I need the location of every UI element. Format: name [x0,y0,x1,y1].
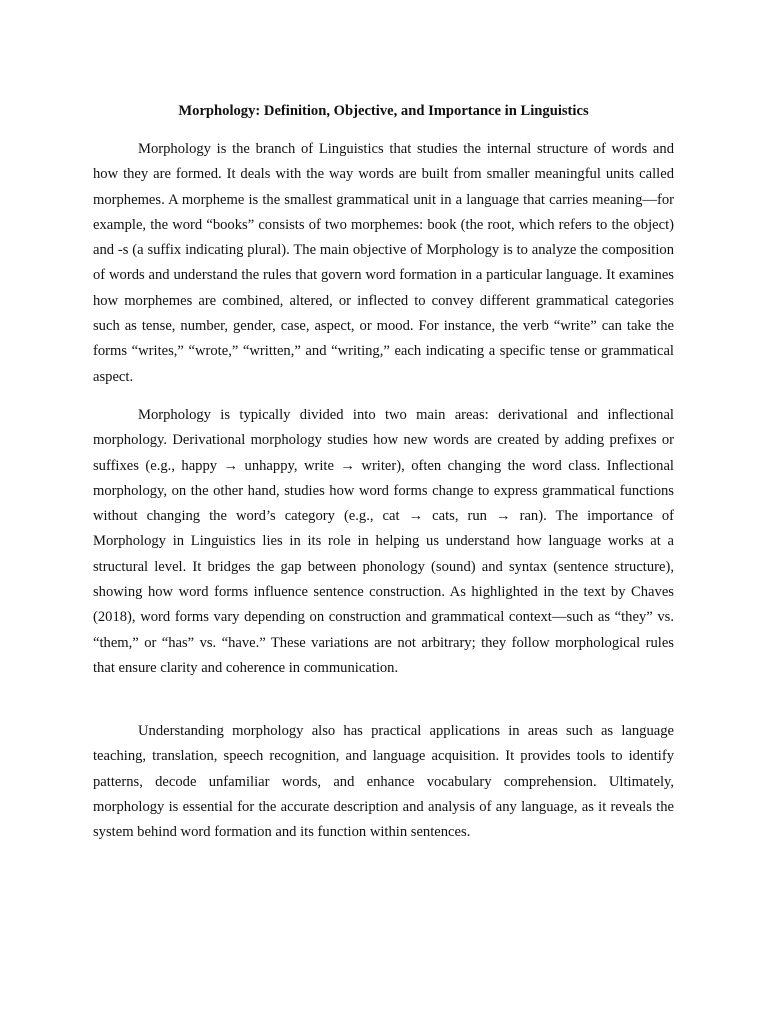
paragraph-applications: Understanding morphology also has practical applications in areas such as language teaching, translation, speech recognition, and language acquisition. It provides tools to identify patterns, decode unfamiliar words, and enhance vocabulary comprehension. Ultimately, morphology is essential for the accurate description and analysis of any language, as it reveals the system behind word formation and its function within sentences. [93,723,674,841]
document-title: Morphology: Definition, Objective, and Importance in Linguistics [178,103,589,119]
paragraph-definition: Morphology is the branch of Linguistics that studies the internal structure of words and how they are formed. It deals with the way words are built from smaller meaningful units called morphemes. A morpheme is the smallest grammatical unit in a language that carries meaning—for example, the word “books” consists of two morphemes: book (the root, which refers to the object) and -s (a suffix indicating plural). The main objective of Morphology is to analyze the composition of words and understand the rules that govern word formation in a particular language. It examines how morphemes are combined, altered, or inflected to convey different grammatical categories such as tense, number, gender, case, aspect, or mood. For instance, the verb “write” can take the forms “writes,” “wrote,” “written,” and “writing,” each indicating a specific tense or grammatical aspect. [93,141,674,385]
paragraph-areas-importance: Morphology is typically divided into two main areas: derivational and inflectional morphology. Derivational morphology studies how new words are created by adding prefixes or suffixes (e.g., happy → unhappy, write → writer), often changing the word class. Inflectional morphology, on the other hand, studies how word forms change to express grammatical functions without changing the word’s category (e.g., cat → cats, run → ran). The importance of Morphology in Linguistics lies in its role in helping us understand how language works at a structural level. It bridges the gap between phonology (sound) and syntax (sentence structure), showing how word forms influence sentence construction. As highlighted in the text by Chaves (2018), word forms vary depending on construction and grammatical context—such as “they” vs. “them,” or “has” vs. “have.” These variations are not arbitrary; they follow morphological rules that ensure clarity and coherence in communication. [93,407,674,676]
